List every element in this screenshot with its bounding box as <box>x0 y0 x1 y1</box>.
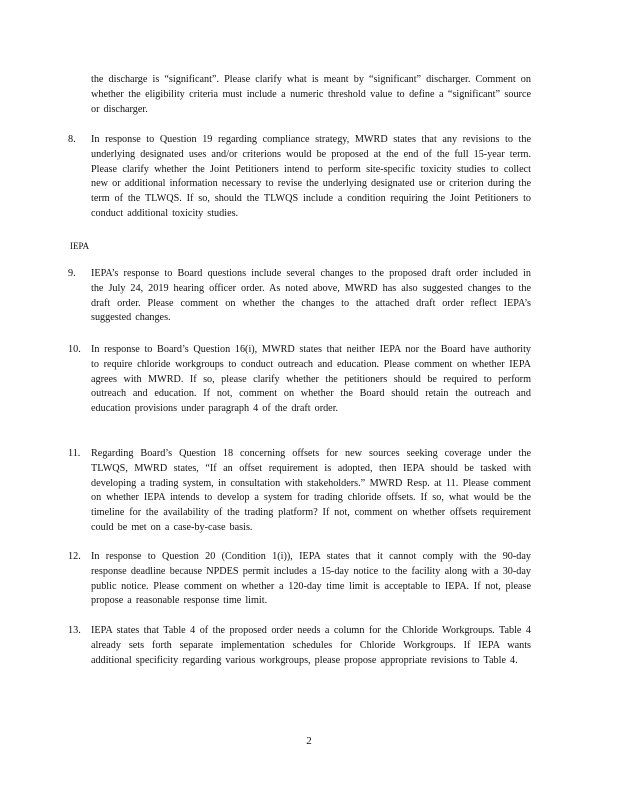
section-heading-iepa: IEPA <box>70 241 90 251</box>
question-10 <box>68 343 531 417</box>
page-number: 2 <box>306 735 312 747</box>
question-number: 11. <box>68 448 81 459</box>
question-text: IEPA states that Table 4 of the proposed order needs a column for the Chloride Workgroups. Table 4 already sets forth separate implementation schedules for Chloride Workgroups. If IEPA wants additional specificity regarding various workgroups, please propose appropriate revisions to Table 4. <box>91 625 531 666</box>
question-number: 12. <box>68 551 81 562</box>
question-text: In response to Board’s Question 16(i), MWRD states that neither IEPA nor the Board have authority to require chloride workgroups to conduct outreach and education. Please comment on whether IEPA agrees with MWRD. If so, please clarify whether the petitioners should be required to perform outreach and education. If not, comment on whether the Board should retain the outreach and education provisions under paragraph 4 of the draft order. <box>91 344 531 415</box>
question-number: 8. <box>68 134 76 145</box>
question-7-continuation: the discharge is “significant”. Please clarify what is meant by “significant” discharger. Comment on whether the eligibility criteria must include a numeric threshold value to define a “significant” source or discharger. <box>91 74 531 115</box>
question-number: 9. <box>68 268 76 279</box>
question-13 <box>68 624 531 668</box>
question-12 <box>68 550 531 609</box>
question-text: In response to Question 20 (Condition 1(i)), IEPA states that it cannot comply with the 90-day response deadline because NPDES permit includes a 15-day notice to the facility along with a 30-day public notice. Please comment on whether a 120-day time limit is acceptable to IEPA. If not, please propose a reasonable response time limit. <box>91 551 531 607</box>
question-text: IEPA’s response to Board questions include several changes to the proposed draft order included in the July 24, 2019 hearing officer order. As noted above, MWRD has also suggested changes to the draft order. Please comment on whether the changes to the attached draft order reflect IEPA’s suggested changes. <box>91 268 531 324</box>
question-8 <box>68 133 531 222</box>
question-number: 10. <box>68 344 81 355</box>
question-9 <box>68 267 531 326</box>
question-text: Regarding Board’s Question 18 concerning offsets for new sources seeking coverage under the TLWQS, MWRD states, “If an offset requirement is adopted, then IEPA should be tasked with developing a trading system, in consultation with stakeholders.” MWRD Resp. at 11. Please comment on whether IEPA intends to develop a system for trading chloride offsets. If so, what would be the timeline for the availability of the trading platform? If not, comment on whether offsets requirement could be met on a case-by-case basis. <box>91 448 531 533</box>
question-11 <box>68 447 531 536</box>
question-number: 13. <box>68 625 81 636</box>
question-text: In response to Question 19 regarding compliance strategy, MWRD states that any revisions to the underlying designated uses and/or criterions would be proposed at the end of the full 15-year term. Please clarify whether the Joint Petitioners intend to perform site-specific toxicity studies to collect new or additional information necessary to revise the underlying designated use or criterion during the term of the TLWQS. If so, should the TLWQS include a condition requiring the Joint Petitioners to conduct additional toxicity studies. <box>91 134 531 219</box>
